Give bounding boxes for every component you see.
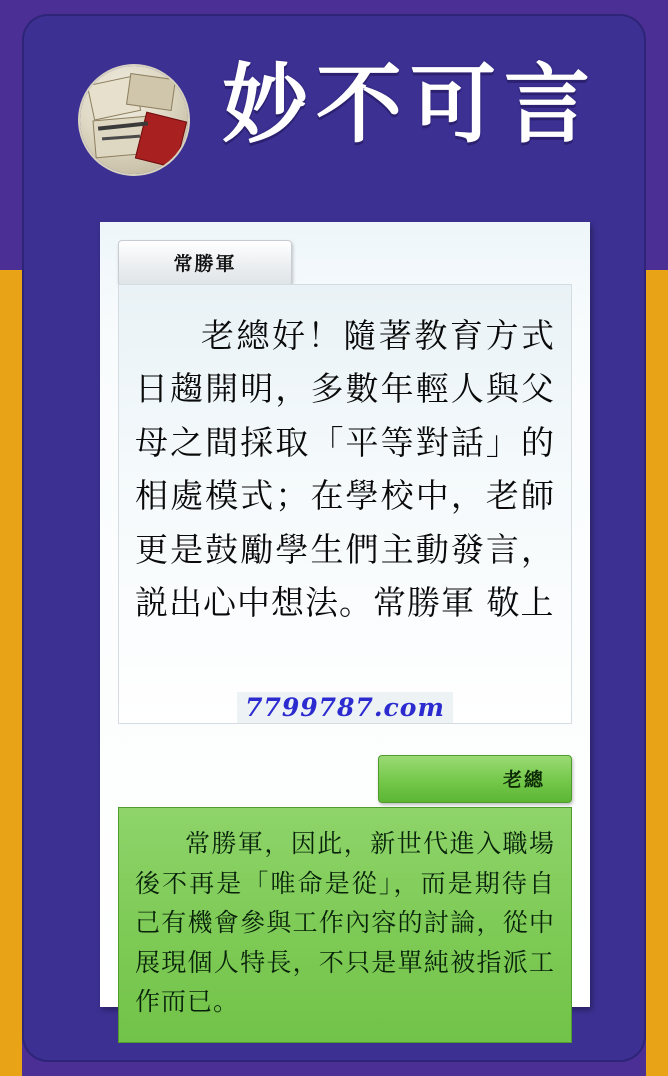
stamp-collage-icon	[80, 66, 188, 174]
right-margin-bar	[646, 0, 668, 1076]
article-card	[22, 14, 646, 1062]
answer-text: 常勝軍，因此，新世代進入職場後不再是「唯命是從」，而是期待自己有機會參與工作內容的討論，從中展現個人特長，不只是單純被指派工作而已。	[135, 829, 555, 1016]
question-text: 老總好！隨著教育方式日趨開明，多數年輕人與父母之間採取「平等對話」的相處模式；在學校中，老師更是鼓勵學生們主動發言，説出心中想法。常勝軍 敬上	[135, 316, 555, 623]
page-title: 妙不可言	[222, 55, 598, 155]
question-block	[118, 284, 572, 724]
content-panel	[100, 222, 590, 1016]
left-margin-bar	[0, 0, 22, 1076]
answerer-name-tab: 老總	[378, 755, 572, 803]
watermark: 7799787.com	[237, 692, 453, 723]
header	[22, 14, 646, 189]
asker-name-tab: 常勝軍	[118, 240, 292, 286]
answer-block	[118, 807, 572, 1043]
